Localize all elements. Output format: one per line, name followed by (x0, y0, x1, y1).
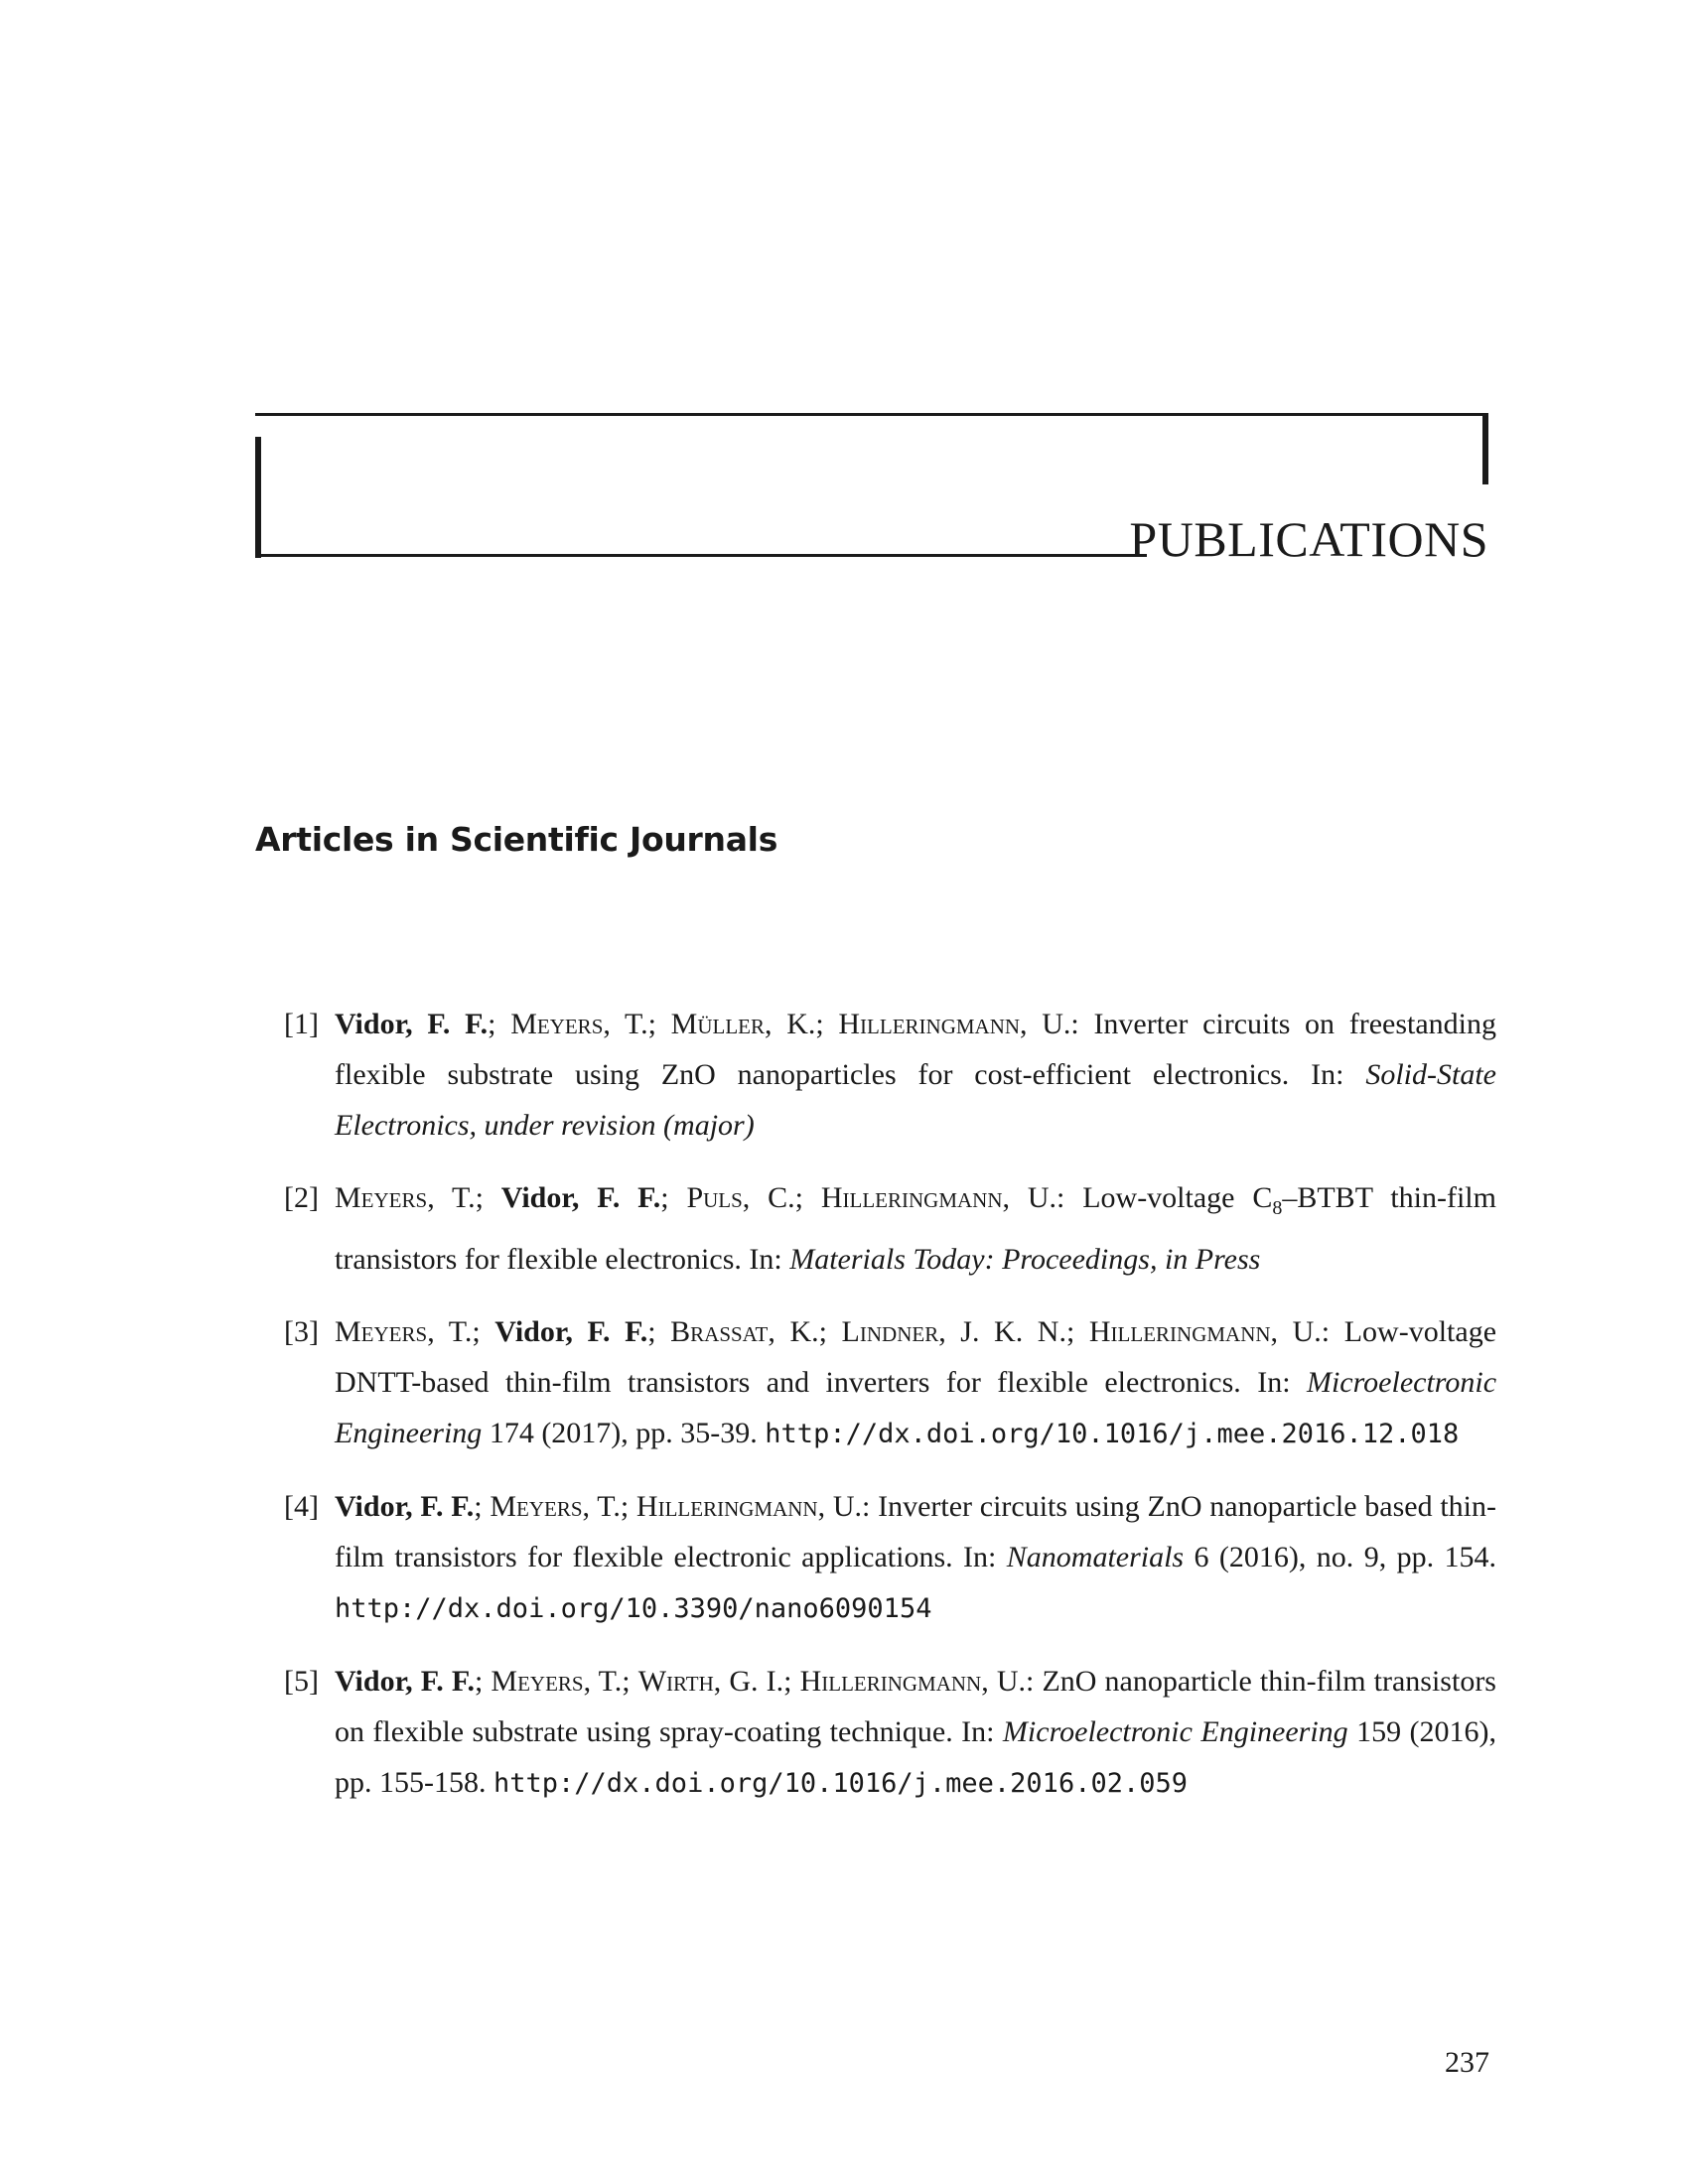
reference-number: [2] (284, 1181, 319, 1214)
author-initials: ; (488, 1008, 511, 1040)
author-initials: , G. I.; (713, 1665, 800, 1698)
author-surname: Meyers (510, 1008, 604, 1040)
reference-entry (255, 1306, 1496, 1459)
reference-details: 174 (2017), pp. 35-39. (482, 1417, 766, 1449)
author-highlighted: Vidor, F. F. (335, 1490, 475, 1523)
reference-number: [3] (284, 1315, 319, 1348)
author-initials: , J. K. N.; (938, 1315, 1089, 1348)
bibliography-list (255, 999, 1496, 1831)
author-surname: Hilleringmann (799, 1665, 982, 1698)
author-surname: Hilleringmann (820, 1181, 1003, 1214)
author-initials: ; (474, 1665, 492, 1698)
reference-in-label: In: (1289, 1058, 1366, 1091)
author-initials: , T.; (582, 1490, 636, 1523)
reference-number: [1] (284, 1008, 319, 1040)
reference-entry (255, 1172, 1496, 1285)
reference-entry (255, 999, 1496, 1151)
page-number: 237 (1445, 2046, 1489, 2079)
reference-in-label: In: (952, 1715, 1003, 1748)
reference-venue: Solid-State Electronics, under revision (major) (335, 1058, 1496, 1142)
reference-doi-link[interactable]: http://dx.doi.org/10.3390/nano6090154 (335, 1593, 932, 1624)
author-surname: Brassat (670, 1315, 769, 1348)
author-surname: Meyers (490, 1490, 583, 1523)
author-surname: Lindner (841, 1315, 939, 1348)
author-initials: , U.: (981, 1665, 1043, 1698)
reference-title: Low-voltage DNTT-based thin-film transistors and inverters for flexible electronics. (335, 1315, 1497, 1399)
author-surname: Hilleringmann (635, 1490, 818, 1523)
author-highlighted: Vidor, F. F. (500, 1181, 661, 1214)
reference-title-subscript: 8 (1272, 1197, 1283, 1219)
author-initials: , T.; (427, 1315, 495, 1348)
author-surname: Wirth (637, 1665, 714, 1698)
author-initials: ; (474, 1490, 491, 1523)
reference-title: Inverter circuits on freestanding flexible substrate using ZnO nanoparticles for cost-efficient electronics. (335, 1008, 1497, 1091)
reference-venue: Materials Today: Proceedings, in Press (789, 1243, 1261, 1276)
section-title: Articles in Scientific Journals (255, 820, 778, 859)
author-initials: , U.: (1002, 1181, 1083, 1214)
reference-number: [5] (284, 1665, 319, 1698)
reference-doi-link[interactable]: http://dx.doi.org/10.1016/j.mee.2016.12.018 (765, 1419, 1460, 1449)
reference-venue: Microelectronic Engineering (335, 1366, 1497, 1449)
author-initials: , T.; (603, 1008, 671, 1040)
author-initials: , U.: (817, 1490, 879, 1523)
reference-in-label: In: (741, 1243, 790, 1276)
chapter-title: PUBLICATIONS (1129, 511, 1488, 567)
reference-in-label: In: (952, 1541, 1007, 1573)
reference-title-prefix: Low-voltage C (1082, 1181, 1273, 1214)
frame-left-rule (255, 437, 261, 558)
author-initials: , K.; (765, 1008, 839, 1040)
author-initials: , U.: (1020, 1008, 1094, 1040)
reference-number: [4] (284, 1490, 319, 1523)
reference-in-label: In: (1240, 1366, 1307, 1399)
reference-title: Inverter circuits using ZnO nanoparticle based thin-film transistors for flexible electronic applications. (335, 1490, 1496, 1573)
reference-venue: Microelectronic Engineering (1002, 1715, 1348, 1748)
author-surname: Hilleringmann (1088, 1315, 1271, 1348)
author-surname: Meyers (335, 1181, 428, 1214)
author-initials: ; (647, 1315, 671, 1348)
author-surname: Hilleringmann (838, 1008, 1021, 1040)
author-surname: Meyers (335, 1315, 428, 1348)
author-highlighted: Vidor, F. F. (494, 1315, 648, 1348)
reference-title: ZnO nanoparticle thin-film transistors on flexible substrate using spray-coating technique. (335, 1665, 1496, 1748)
author-initials: , T.; (583, 1665, 638, 1698)
reference-entry (255, 1481, 1496, 1634)
frame-top-rule (255, 413, 1488, 416)
reference-venue: Nanomaterials (1006, 1541, 1185, 1573)
reference-details: 159 (2016), pp. 155-158. (335, 1715, 1496, 1799)
frame-bottom-rule (255, 554, 1147, 557)
reference-details: 6 (2016), no. 9, pp. 154. (1184, 1541, 1496, 1573)
reference-entry (255, 1656, 1496, 1809)
author-initials: , T.; (427, 1181, 501, 1214)
author-initials: , C.; (742, 1181, 821, 1214)
author-surname: Meyers (491, 1665, 584, 1698)
author-surname: Müller (670, 1008, 765, 1040)
reference-doi-link[interactable]: http://dx.doi.org/10.1016/j.mee.2016.02.059 (493, 1768, 1188, 1799)
reference-title: –BTBT thin-film transistors for flexible electronics. (335, 1181, 1496, 1276)
author-highlighted: Vidor, F. F. (335, 1008, 489, 1040)
author-initials: , U.: (1270, 1315, 1344, 1348)
author-surname: Puls (686, 1181, 743, 1214)
author-highlighted: Vidor, F. F. (335, 1665, 475, 1698)
author-initials: , K.; (768, 1315, 842, 1348)
frame-right-rule (1482, 413, 1488, 484)
author-initials: ; (660, 1181, 687, 1214)
